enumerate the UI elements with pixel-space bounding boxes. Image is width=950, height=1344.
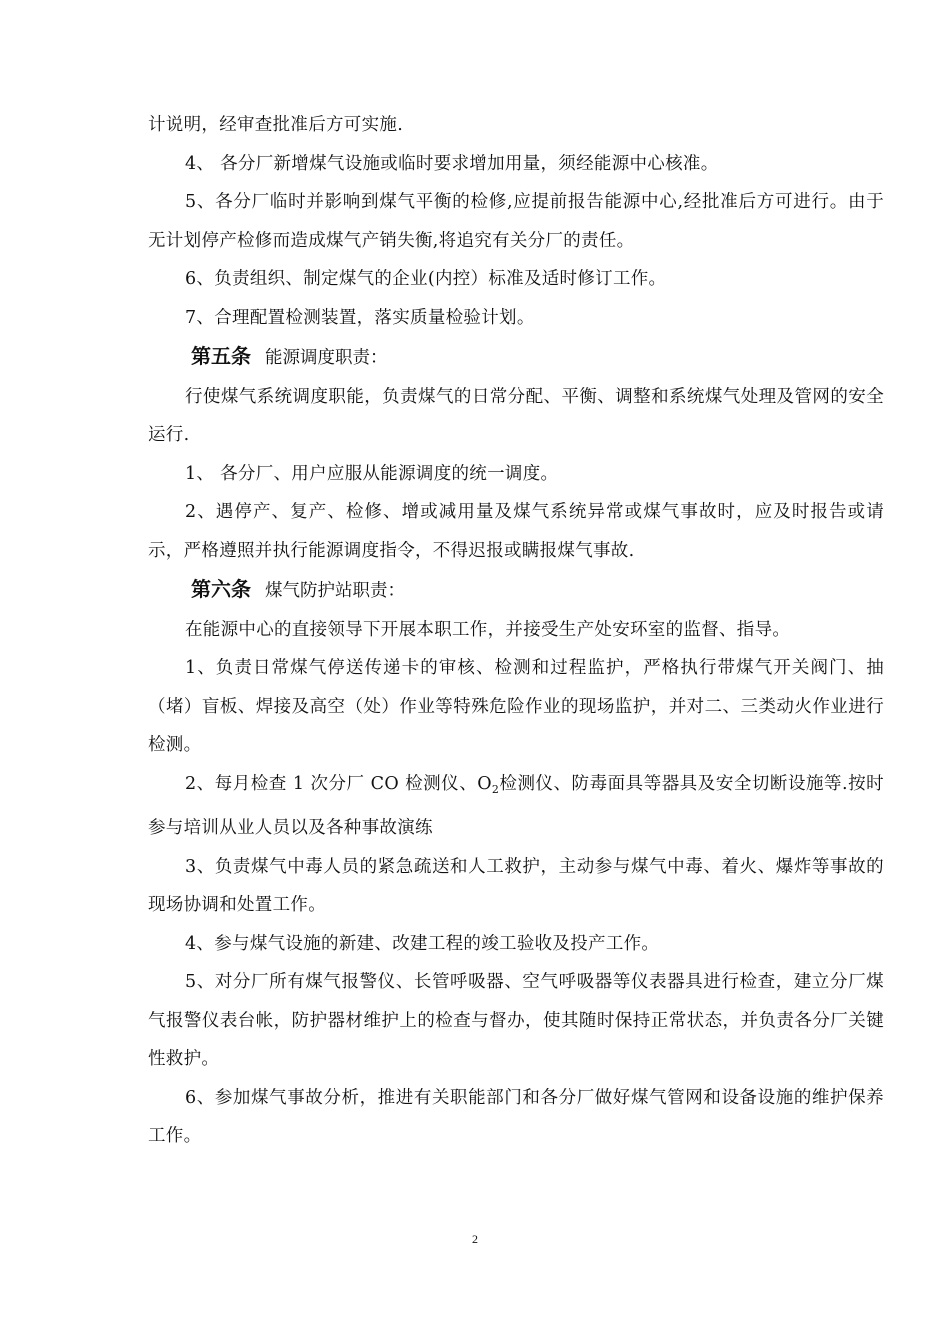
o2-subscript: 2	[491, 782, 500, 796]
paragraph-dispatch-intro: 行使煤气系统调度职能，负责煤气的日常分配、平衡、调整和系统煤气处理及管网的安全运行.	[148, 386, 884, 445]
paragraph-station-item-2	[148, 765, 884, 848]
paragraph-dispatch-item-2: 2、遇停产、复产、检修、增或减用量及煤气系统异常或煤气事故时，应及时报告或请示，严格遵照并执行能源调度指令，不得迟报或瞒报煤气事故.	[148, 502, 884, 561]
item-2-text-before: 2、每月检查 1 次分厂 CO 检测仪、O	[185, 773, 492, 794]
paragraph-station-item-1: 1、负责日常煤气停送传递卡的审核、检测和过程监护，严格执行带煤气开关阀门、抽（堵）盲板、焊接及高空（处）作业等特殊危险作业的现场监护，并对二、三类动火作业进行检测。	[148, 658, 884, 755]
article-5-heading	[148, 337, 884, 378]
paragraph-item-7-inspection: 7、合理配置检测装置，落实质量检验计划。	[185, 307, 535, 328]
article-5-title: 第五条	[191, 344, 251, 368]
item-2-text-after: 检测仪、防毒面具等器具及安全切断设施等.按时参与培训从业人员以及各种事故演练	[148, 773, 884, 838]
paragraph-design-note: 计说明，经审查批准后方可实施.	[148, 115, 404, 135]
article-6-heading	[148, 570, 884, 611]
paragraph-station-intro: 在能源中心的直接领导下开展本职工作，并接受生产处安环室的监督、指导。	[185, 619, 791, 640]
article-6-subject: 煤气防护站职责：	[265, 581, 405, 601]
page-number: 2	[472, 1232, 478, 1246]
paragraph-item-5-maintenance: 5、各分厂临时并影响到煤气平衡的检修,应提前报告能源中心,经批准后方可进行。由于无计划停产检修而造成煤气产销失衡,将追究有关分厂的责任。	[148, 192, 884, 251]
article-6-title: 第六条	[191, 577, 251, 601]
paragraph-station-item-3: 3、负责煤气中毒人员的紧急疏送和人工救护，主动参与煤气中毒、着火、爆炸等事故的现场协调和处置工作。	[148, 856, 884, 915]
paragraph-station-item-5: 5、对分厂所有煤气报警仪、长管呼吸器、空气呼吸器等仪表器具进行检查，建立分厂煤气报警仪表台帐，防护器材维护上的检查与督办，使其随时保持正常状态，并负责各分厂关键性救护。	[148, 972, 884, 1069]
paragraph-station-item-4: 4、参与煤气设施的新建、改建工程的竣工验收及投产工作。	[185, 933, 660, 954]
paragraph-item-4-new-facilities: 4、 各分厂新增煤气设施或临时要求增加用量，须经能源中心核准。	[185, 153, 719, 174]
document-body	[148, 106, 884, 1156]
paragraph-item-6-standards: 6、负责组织、制定煤气的企业(内控）标准及适时修订工作。	[185, 269, 667, 289]
paragraph-dispatch-item-1: 1、 各分厂、用户应服从能源调度的统一调度。	[185, 463, 559, 484]
paragraph-station-item-6: 6、参加煤气事故分析，推进有关职能部门和各分厂做好煤气管网和设备设施的维护保养工作。	[148, 1087, 884, 1146]
article-5-subject: 能源调度职责：	[265, 348, 388, 368]
